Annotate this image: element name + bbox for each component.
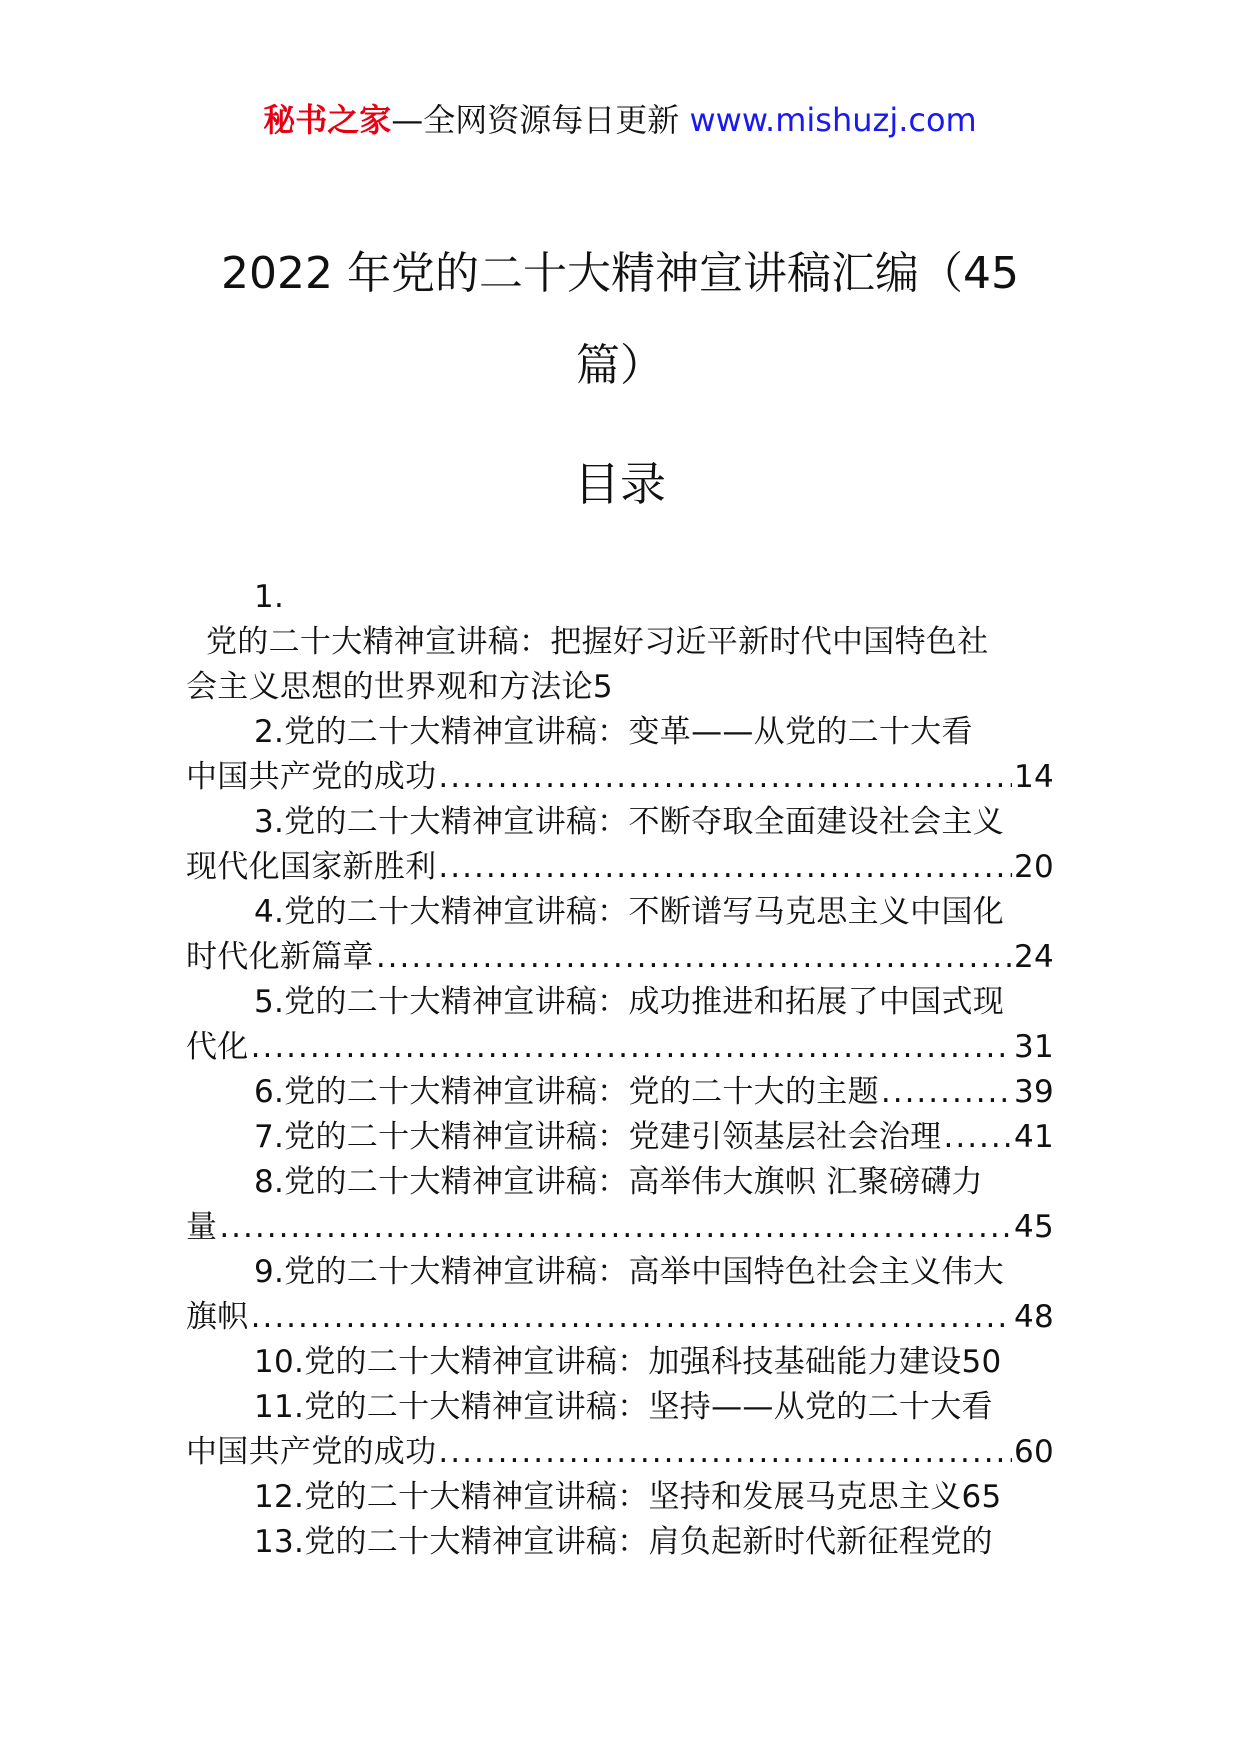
toc-entry-line[interactable]: [186, 845, 1054, 890]
toc-entry-line[interactable]: [186, 1115, 1054, 1160]
toc-entry-text: 4.党的二十大精神宣讲稿：不断谱写马克思主义中国化: [254, 894, 1005, 930]
toc-dot-leader: [881, 1070, 1012, 1115]
toc-heading: 目录: [574, 457, 666, 511]
document-title: [190, 228, 1050, 412]
site-header: [0, 100, 1240, 140]
toc-page-number: 14: [1013, 759, 1054, 795]
toc-entry-text: 党的二十大精神宣讲稿：把握好习近平新时代中国特色社: [206, 624, 989, 660]
toc-entry-text: 11.党的二十大精神宣讲稿：坚持——从党的二十大看: [254, 1389, 993, 1425]
toc-entry-line[interactable]: [186, 1340, 1054, 1385]
toc-entry-text: 6.党的二十大精神宣讲稿：党的二十大的主题: [254, 1074, 879, 1110]
toc-entry-line[interactable]: [186, 935, 1054, 980]
toc-entry-line[interactable]: [186, 620, 1054, 665]
toc-entry-line[interactable]: [186, 1385, 1054, 1430]
toc-dot-leader: [251, 1025, 1012, 1070]
toc-entry-line[interactable]: [186, 1475, 1054, 1520]
toc-page-number: 24: [1013, 939, 1054, 975]
toc-entry-text: 2.党的二十大精神宣讲稿：变革——从党的二十大看: [254, 714, 973, 750]
toc-entry-text: 量: [186, 1209, 218, 1245]
toc-entry-text: 7.党的二十大精神宣讲稿：党建引领基层社会治理: [254, 1119, 942, 1155]
toc-entry-line[interactable]: [186, 1205, 1054, 1250]
toc-entry-text: 8.党的二十大精神宣讲稿：高举伟大旗帜 汇聚磅礴力: [254, 1164, 983, 1200]
toc-entry-line[interactable]: [186, 1430, 1054, 1475]
toc-entry-line[interactable]: [186, 1070, 1054, 1115]
toc-page-number: 20: [1013, 849, 1054, 885]
toc-dot-leader: [438, 755, 1012, 800]
toc-dot-leader: [438, 1430, 1012, 1475]
toc-entry-line[interactable]: [186, 890, 1054, 935]
tagline: —全网资源每日更新: [391, 101, 680, 139]
toc-entry-text: 10.党的二十大精神宣讲稿：加强科技基础能力建设50: [254, 1344, 1002, 1380]
site-url-link[interactable]: www.mishuzj.com: [689, 101, 977, 139]
toc-entry-line[interactable]: [186, 980, 1054, 1025]
toc-page-number: 39: [1013, 1074, 1054, 1110]
toc-entry-line[interactable]: [186, 1160, 1054, 1205]
document-title-line-2: 篇）: [576, 340, 664, 391]
toc-page-number: 45: [1013, 1209, 1054, 1245]
toc-entry-line[interactable]: [186, 575, 1054, 620]
toc-page-number: 60: [1013, 1434, 1054, 1470]
toc-entry-text: 代化: [186, 1029, 249, 1065]
toc-entry-text: 9.党的二十大精神宣讲稿：高举中国特色社会主义伟大: [254, 1254, 1005, 1290]
table-of-contents: [186, 575, 1054, 1565]
brand-name: 秘书之家: [263, 101, 392, 139]
toc-entry-text: 3.党的二十大精神宣讲稿：不断夺取全面建设社会主义: [254, 804, 1005, 840]
toc-entry-line[interactable]: [186, 665, 1054, 710]
toc-entry-line[interactable]: [186, 1295, 1054, 1340]
toc-entry-line[interactable]: [186, 1250, 1054, 1295]
toc-entry-text: 会主义思想的世界观和方法论5: [186, 669, 613, 705]
toc-entry-text: 时代化新篇章: [186, 939, 374, 975]
toc-entry-text: 5.党的二十大精神宣讲稿：成功推进和拓展了中国式现: [254, 984, 1005, 1020]
toc-entry-text: 13.党的二十大精神宣讲稿：肩负起新时代新征程党的: [254, 1524, 993, 1560]
toc-entry-line[interactable]: [186, 1025, 1054, 1070]
toc-dot-leader: [251, 1295, 1012, 1340]
toc-entry-line[interactable]: [186, 800, 1054, 845]
document-title-line-1: 2022 年党的二十大精神宣讲稿汇编（45: [221, 248, 1019, 299]
toc-entry-text: 中国共产党的成功: [186, 1434, 437, 1470]
toc-entry-text: 12.党的二十大精神宣讲稿：坚持和发展马克思主义65: [254, 1479, 1002, 1515]
toc-entry-text: 现代化国家新胜利: [186, 849, 437, 885]
toc-dot-leader: [219, 1205, 1012, 1250]
toc-entry-line[interactable]: [186, 1520, 1054, 1565]
toc-entry-text: 中国共产党的成功: [186, 759, 437, 795]
toc-entry-text: 旗帜: [186, 1299, 249, 1335]
toc-page-number: 41: [1013, 1119, 1054, 1155]
toc-page-number: 31: [1013, 1029, 1054, 1065]
toc-entry-line[interactable]: [186, 710, 1054, 755]
toc-dot-leader: [438, 845, 1012, 890]
toc-page-number: 48: [1013, 1299, 1054, 1335]
toc-entry-text: 1.: [254, 579, 285, 615]
toc-dot-leader: [943, 1115, 1011, 1160]
toc-dot-leader: [376, 935, 1012, 980]
toc-entry-line[interactable]: [186, 755, 1054, 800]
